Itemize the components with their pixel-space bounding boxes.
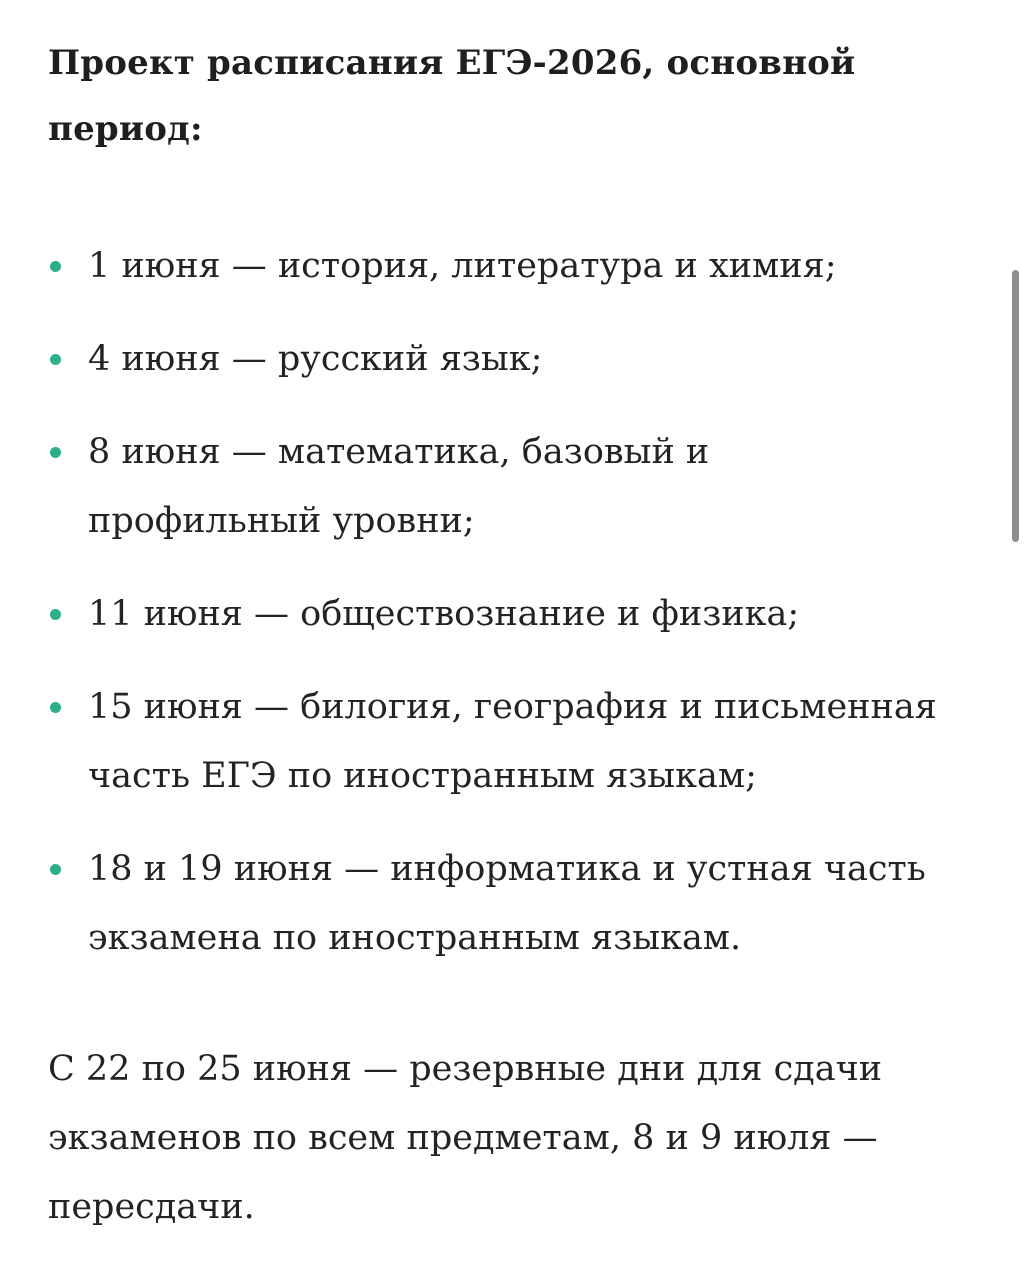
list-item-text: 8 июня — математика, базовый и профильный уровни;: [88, 432, 710, 541]
reserve-days-note: С 22 по 25 июня — резервные дни для сдачи экзаменов по всем предметам, 8 и 9 июля — пересдачи.: [48, 1049, 883, 1227]
list-item: [48, 232, 938, 301]
bullet-icon: [50, 261, 61, 272]
list-item-text: 15 июня — билогия, география и письменная часть ЕГЭ по иностранным языкам;: [88, 687, 937, 796]
bullet-icon: [50, 864, 61, 875]
scrollbar[interactable]: [1012, 270, 1019, 542]
list-item: [48, 418, 938, 556]
article: [48, 30, 938, 1242]
list-item-text: 1 июня — история, литература и химия;: [88, 246, 837, 286]
bullet-icon: [50, 702, 61, 713]
exam-schedule-list: [48, 232, 938, 973]
list-item: [48, 580, 938, 649]
list-item-text: 11 июня — обществознание и физика;: [88, 594, 800, 634]
list-item-text: 18 и 19 июня — информатика и устная часть экзамена по иностранным языкам.: [88, 849, 926, 958]
list-item-text: 4 июня — русский язык;: [88, 339, 543, 379]
list-item: [48, 835, 938, 973]
bullet-icon: [50, 354, 61, 365]
bullet-icon: [50, 609, 61, 620]
list-item: [48, 673, 938, 811]
list-item: [48, 325, 938, 394]
page-title: Проект расписания ЕГЭ-2026, основной период:: [48, 43, 856, 149]
bullet-icon: [50, 447, 61, 458]
